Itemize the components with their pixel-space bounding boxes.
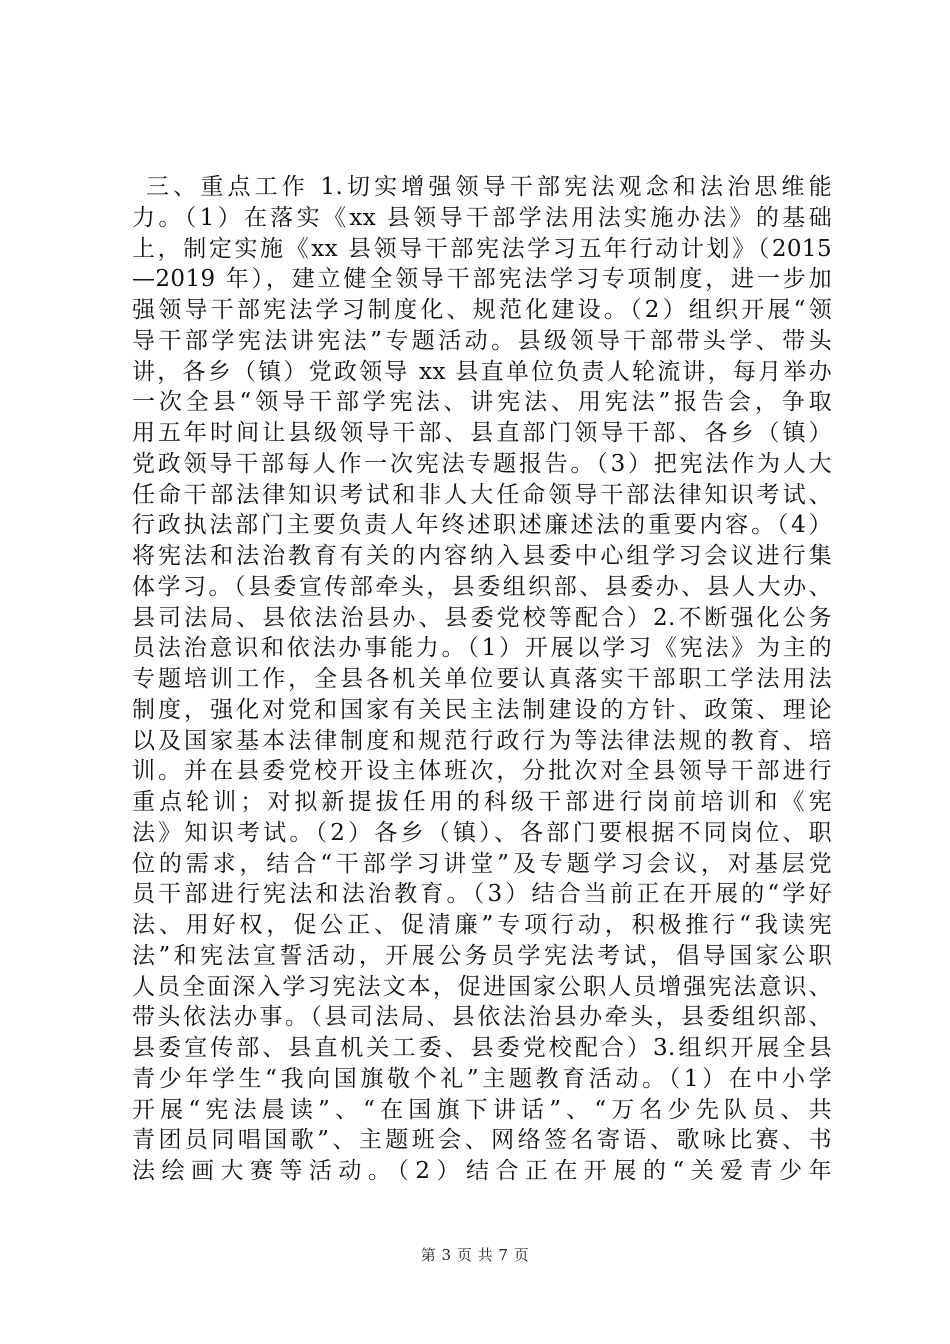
text-line: 法绘画大赛等活动。（2）结合正在开展的“关爱青少年 — [132, 1158, 832, 1184]
text-line: 讲，各乡（镇）党政领导 xx 县直单位负责人轮流讲，每月举办 — [132, 358, 832, 385]
text-line: 任命干部法律知识考试和非人大任命领导干部法律知识考试、 — [132, 481, 832, 508]
text-line: —2019 年），建立健全领导干部宪法学习专项制度，进一步加 — [132, 266, 832, 293]
text-line: 人员全面深入学习宪法文本，促进国家公职人员增强宪法意识、 — [132, 973, 832, 1000]
text-line: 一次全县“领导干部学宪法、讲宪法、用宪法”报告会，争取 — [132, 389, 832, 416]
page-number-footer: 第 3 页 共 7 页 — [420, 1246, 530, 1264]
text-line: 党政领导干部每人作一次宪法专题报告。（3）把宪法作为人大 — [132, 450, 832, 477]
text-line: 体学习。（县委宣传部牵头，县委组织部、县委办、县人大办、 — [132, 573, 832, 600]
text-line: 行政执法部门主要负责人年终述职述廉述法的重要内容。（4） — [132, 512, 832, 539]
text-line: 县委宣传部、县直机关工委、县委党校配合）3.组织开展全县 — [132, 1035, 832, 1061]
text-line: 训。并在县委党校开设主体班次，分批次对全县领导干部进行 — [132, 758, 832, 785]
text-line: 法》知识考试。（2）各乡（镇）、各部门要根据不同岗位、职 — [132, 819, 832, 846]
text-line: 上，制定实施《xx 县领导干部宪法学习五年行动计划》（2015 — [132, 235, 832, 262]
text-line: 强领导干部宪法学习制度化、规范化建设。（2）组织开展“领 — [132, 297, 832, 323]
text-line: 制度，强化对党和国家有关民主法制建设的方针、政策、理论 — [132, 696, 832, 723]
text-line: 将宪法和法治教育有关的内容纳入县委中心组学习会议进行集 — [132, 543, 832, 569]
text-line: 重点轮训；对拟新提拔任用的科级干部进行岗前培训和《宪 — [132, 789, 832, 815]
text-line: 法”和宪法宣誓活动，开展公务员学宪法考试，倡导国家公职 — [132, 942, 832, 969]
text-line: 法、用好权，促公正、促清廉”专项行动，积极推行“我读宪 — [132, 912, 832, 938]
text-line: 用五年时间让县级领导干部、县直部门领导干部、各乡（镇） — [132, 420, 832, 446]
text-line: 带头依法办事。（县司法局、县依法治县办牵头，县委组织部、 — [132, 1004, 832, 1031]
text-line: 青团员同唱国歌”、主题班会、网络签名寄语、歌咏比赛、书 — [132, 1127, 832, 1154]
text-line: 青少年学生“我向国旗敬个礼”主题教育活动。（1）在中小学 — [132, 1065, 832, 1092]
body-text — [132, 172, 832, 1187]
text-line: 导干部学宪法讲宪法”专题活动。县级领导干部带头学、带头 — [132, 327, 832, 354]
text-line: 员干部进行宪法和法治教育。（3）结合当前正在开展的“学好 — [132, 881, 832, 908]
text-line: 员法治意识和依法办事能力。（1）开展以学习《宪法》为主的 — [132, 635, 832, 662]
text-line: 县司法局、县依法治县办、县委党校等配合）2.不断强化公务 — [132, 604, 832, 631]
text-line: 位的需求，结合“干部学习讲堂”及专题学习会议，对基层党 — [132, 850, 832, 877]
text-line: 专题培训工作，全县各机关单位要认真落实干部职工学法用法 — [132, 666, 832, 692]
text-line: 三、重点工作 1.切实增强领导干部宪法观念和法治思维能 — [146, 174, 832, 200]
text-line: 力。（1）在落实《xx 县领导干部学法用法实施办法》的基础 — [132, 204, 832, 231]
text-line: 以及国家基本法律制度和规范行政行为等法律法规的教育、培 — [132, 727, 832, 754]
text-line: 开展“宪法晨读”、“在国旗下讲话”、“万名少先队员、共 — [132, 1096, 832, 1123]
